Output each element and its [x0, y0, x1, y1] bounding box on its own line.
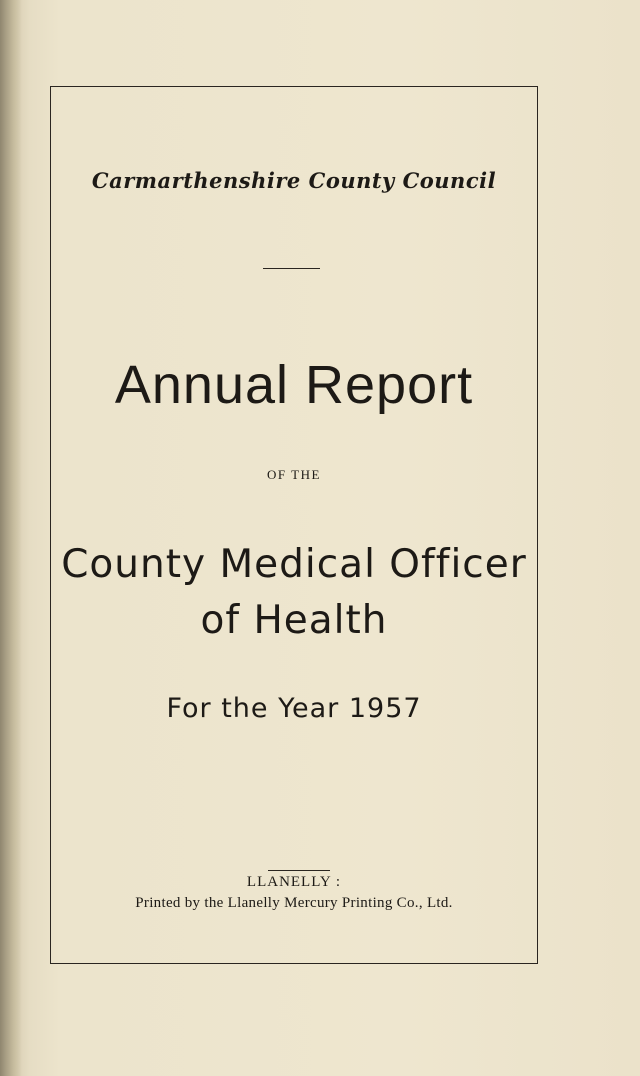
of-the-label: OF THE	[267, 467, 321, 482]
imprint-place: LLANELLY :	[246, 874, 342, 890]
subtitle-line-2: of Health	[200, 598, 388, 643]
subtitle-line-1: County Medical Officer	[61, 542, 527, 587]
report-title: Annual Report	[114, 355, 474, 415]
page-binding-edge	[0, 0, 22, 1076]
report-year: For the Year 1957	[166, 693, 422, 724]
title-divider	[263, 268, 320, 269]
imprint-printer: Printed by the Llanelly Mercury Printing Co., Ltd.	[135, 895, 453, 911]
council-name: Carmarthenshire County Council	[91, 168, 497, 193]
cover-border-frame	[50, 86, 538, 964]
imprint-divider	[268, 870, 330, 871]
